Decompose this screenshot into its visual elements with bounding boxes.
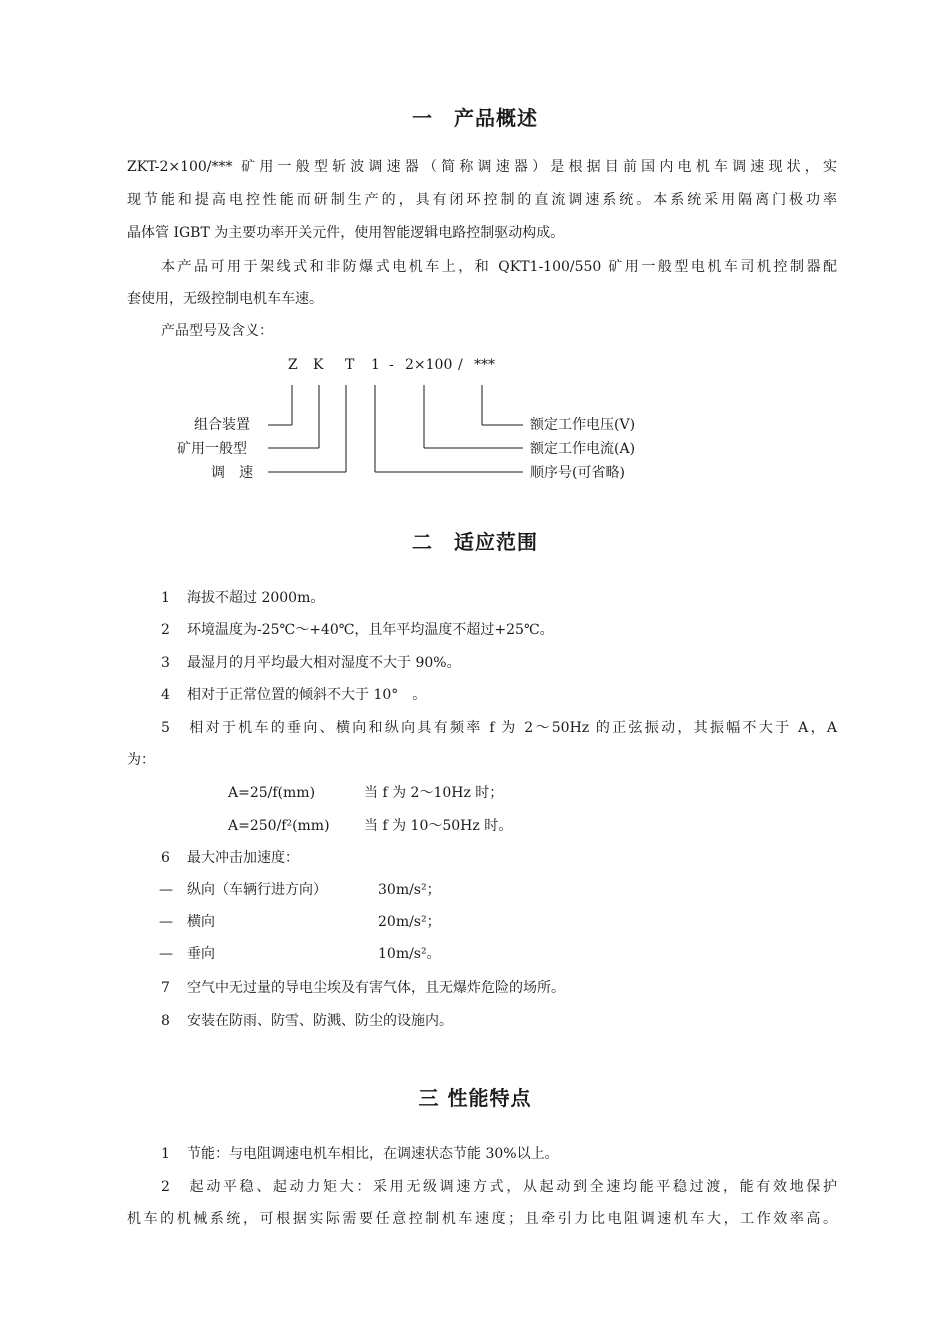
acceleration-direction: — 垂向 <box>159 946 215 962</box>
feature-item: 1 节能：与电阻调速电机车相比，在调速状态节能 30%以上。 <box>161 1146 559 1162</box>
condition-item: 6 最大冲击加速度： <box>161 850 299 866</box>
model-label-speed-control: 调 速 <box>211 465 253 481</box>
model-code-z: Z <box>288 357 298 373</box>
condition-item: 3 最湿月的月平均最大相对湿度不大于 90%。 <box>161 655 461 671</box>
condition-item: 2 环境温度为-25℃～+40℃，且年平均温度不超过+25℃。 <box>161 622 554 638</box>
overview-paragraph-line: ZKT-2×100/*** 矿用一般型斩波调速器（简称调速器）是根据目前国内电机车调速现状，实 <box>127 159 837 175</box>
condition-item: 7 空气中无过量的导电尘埃及有害气体，且无爆炸危险的场所。 <box>161 980 565 996</box>
model-code-dash: - <box>389 357 394 373</box>
feature-item-continuation: 机车的机械系统，可根据实际需要任意控制机车速度；且牵引力比电阻调速机车大，工作效率高。 <box>127 1211 837 1227</box>
usage-paragraph-line: 本产品可用于架线式和非防爆式电机车上，和 QKT1-100/550 矿用一般型电机车司机控制器配 <box>161 259 837 275</box>
model-intro: 产品型号及含义： <box>161 323 273 339</box>
overview-paragraph-line: 现节能和提高电控性能而研制生产的，具有闭环控制的直流调速系统。本系统采用隔离门极功率 <box>127 192 837 208</box>
formula-condition: 当 f 为 2～10Hz 时； <box>364 785 504 801</box>
section-heading-features: 三 性能特点 <box>418 1086 532 1110</box>
section-heading-overview: 一 产品概述 <box>412 106 538 130</box>
model-code-voltage: *** <box>474 357 495 373</box>
acceleration-direction: — 纵向（车辆行进方向） <box>159 882 327 898</box>
condition-item: 1 海拔不超过 2000m。 <box>161 590 325 606</box>
condition-item-continuation: 为： <box>127 752 155 768</box>
model-code-sequence: 1 <box>371 357 380 373</box>
acceleration-value: 30m/s²； <box>378 882 441 898</box>
feature-item: 2 起动平稳、起动力矩大：采用无级调速方式，从起动到全速均能平稳过渡，能有效地保护 <box>161 1179 837 1195</box>
condition-item: 5 相对于机车的垂向、横向和纵向具有频率 f 为 2～50Hz 的正弦振动，其振幅不大于 A，A <box>161 720 837 736</box>
acceleration-value: 20m/s²； <box>378 914 441 930</box>
condition-item: 4 相对于正常位置的倾斜不大于 10° 。 <box>161 687 427 703</box>
model-label-mine-general: 矿用一般型 <box>177 441 247 457</box>
model-code-k: K <box>313 357 324 373</box>
usage-paragraph-line: 套使用，无级控制电机车车速。 <box>127 291 323 307</box>
condition-item: 8 安装在防雨、防雪、防溅、防尘的设施内。 <box>161 1013 453 1029</box>
model-label-sequence-number: 顺序号(可省略) <box>530 465 625 481</box>
formula: A=250/f²(mm) <box>228 818 330 834</box>
model-label-combined-unit: 组合装置 <box>194 417 250 433</box>
model-code-slash: / <box>458 357 463 373</box>
model-code-t: T <box>345 357 355 373</box>
overview-paragraph-line: 晶体管 IGBT 为主要功率开关元件，使用智能逻辑电路控制驱动构成。 <box>127 225 565 241</box>
formula: A=25/f(mm) <box>228 785 316 801</box>
formula-condition: 当 f 为 10～50Hz 时。 <box>364 818 513 834</box>
section-heading-scope: 二 适应范围 <box>412 530 538 554</box>
acceleration-direction: — 横向 <box>159 914 215 930</box>
model-label-rated-current: 额定工作电流(A) <box>530 441 636 457</box>
acceleration-value: 10m/s²。 <box>378 946 441 962</box>
model-code-current: 2×100 <box>405 357 453 373</box>
model-label-rated-voltage: 额定工作电压(V) <box>530 417 636 433</box>
